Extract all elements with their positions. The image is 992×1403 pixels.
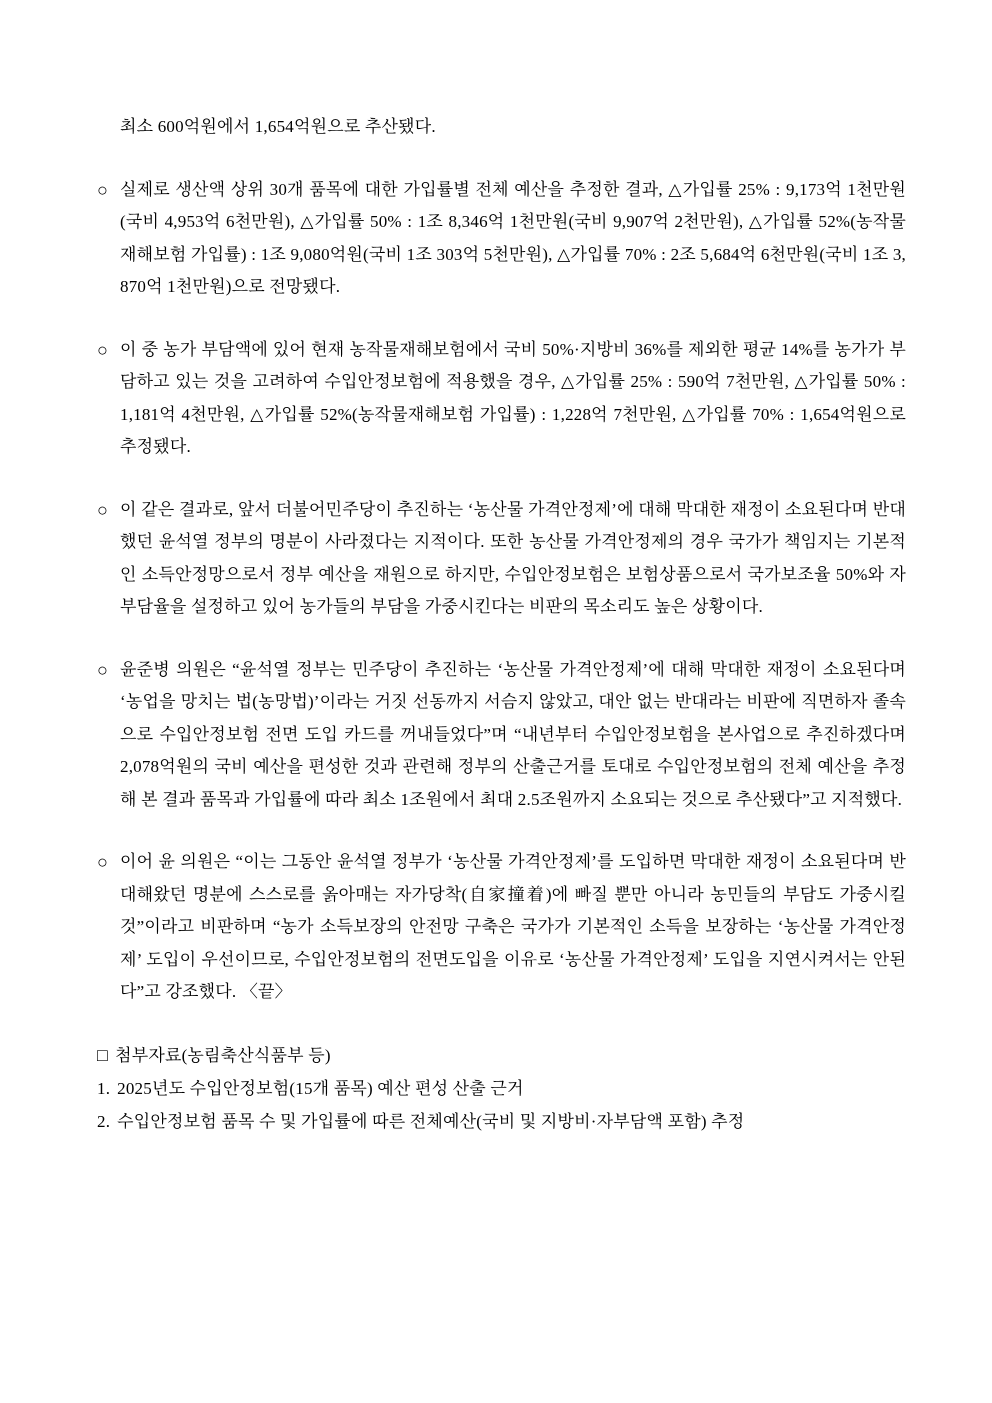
paragraph-text: 이 같은 결과로, 앞서 더불어민주당이 추진하는 ‘농산물 가격안정제’에 대해 막대한 재정이 소요된다며 반대했던 윤석열 정부의 명분이 사라졌다는 지적이다. 또한 농산물 가격안정제의 경우 국가가 책임지는 기본적인 소득안정망으로서 정부 예산을 재원으로 하지만, 수입안정보험은 보험상품으로서 국가보조율 50%와 자부담율을 설정하고 있어 농가들의 부담을 가중시킨다는 비판의 목소리도 높은 상황이다.	[120, 499, 906, 616]
attachment-item-number: 2.	[97, 1111, 111, 1131]
paragraph-criticism	[97, 494, 906, 624]
paragraph-text: 실제로 생산액 상위 30개 품목에 대한 가입률별 전체 예산을 추정한 결과, △가입률 25% : 9,173억 1천만원(국비 4,953억 6천만원), △가입률 50% : 1조 8,346억 1천만원(국비 9,907억 2천만원), △가입률 52%(농작물재해보험 가입률) : 1조 9,080억원(국비 1조 303억 5천만원), △가입률 70% : 2조 5,684억 6천만원(국비 1조 3,870억 1천만원)으로 전망됐다.	[120, 179, 906, 296]
paragraph-continuation: 최소 600억원에서 1,654억원으로 추산됐다.	[120, 117, 436, 136]
circle-bullet: ○	[97, 339, 109, 360]
attachment-item-number: 1.	[97, 1078, 111, 1098]
paragraph-budget-projection	[97, 174, 906, 304]
attachment-item-text: 2025년도 수입안정보험(15개 품목) 예산 편성 산출 근거	[117, 1078, 524, 1098]
paragraph-text: 이어 윤 의원은 “이는 그동안 윤석열 정부가 ‘농산물 가격안정제’를 도입하면 막대한 재정이 소요된다며 반대해왔던 명분에 스스로를 옭아매는 자가당착(自家撞着)에 빠질 뿐만 아니라 농민들의 부담도 가중시킬 것”이라고 비판하며 “농가 소득보장의 안전망 구축은 국가가 기본적인 소득을 보장하는 ‘농산물 가격안정제’ 도입이 우선이므로, 수입안정보험의 전면도입을 이유로 ‘농산물 가격안정제’ 도입을 지연시켜서는 안된다”고 강조했다. 〈끝〉	[120, 852, 906, 1001]
paragraph-lawmaker-quote-2	[97, 846, 906, 1009]
circle-bullet: ○	[97, 499, 109, 520]
attachment-item-1	[97, 1072, 906, 1105]
attachment-item-2	[97, 1105, 906, 1138]
paragraph-text: 윤준병 의원은 “윤석열 정부는 민주당이 추진하는 ‘농산물 가격안정제’에 대해 막대한 재정이 소요된다며 ‘농업을 망치는 법(농망법)’이라는 거짓 선동까지 서슴지 않았고, 대안 없는 반대라는 비판에 직면하자 졸속으로 수입안정보험 전면 도입 카드를 꺼내들었다”며 “내년부터 수입안정보험을 본사업으로 추진하겠다며 2,078억원의 국비 예산을 편성한 것과 관련해 정부의 산출근거를 토대로 수입안정보험의 전체 예산을 추정해 본 결과 품목과 가입률에 따라 최소 1조원에서 최대 2.5조원까지 소요되는 것으로 추산됐다”고 지적했다.	[120, 659, 906, 809]
circle-bullet: ○	[97, 659, 109, 680]
paragraph-lawmaker-quote-1	[97, 654, 906, 817]
circle-bullet: ○	[97, 179, 109, 200]
attachment-section	[97, 1039, 906, 1138]
attachment-item-text: 수입안정보험 품목 수 및 가입률에 따른 전체예산(국비 및 지방비·자부담액 포함) 추정	[117, 1111, 745, 1131]
attachment-title-line	[97, 1039, 906, 1072]
square-bullet: □	[97, 1044, 109, 1065]
circle-bullet: ○	[97, 852, 109, 872]
paragraph-farmer-burden	[97, 334, 906, 464]
paragraph-text: 이 중 농가 부담액에 있어 현재 농작물재해보험에서 국비 50%·지방비 36%를 제외한 평균 14%를 농가가 부담하고 있는 것을 고려하여 수입안정보험에 적용했을 경우, △가입률 25% : 590억 7천만원, △가입률 50% : 1,181억 4천만원, △가입률 52%(농작물재해보험 가입률) : 1,228억 7천만원, △가입률 70% : 1,654억원으로 추정됐다.	[120, 339, 906, 456]
attachment-title: 첨부자료(농림축산식품부 등)	[115, 1045, 331, 1065]
